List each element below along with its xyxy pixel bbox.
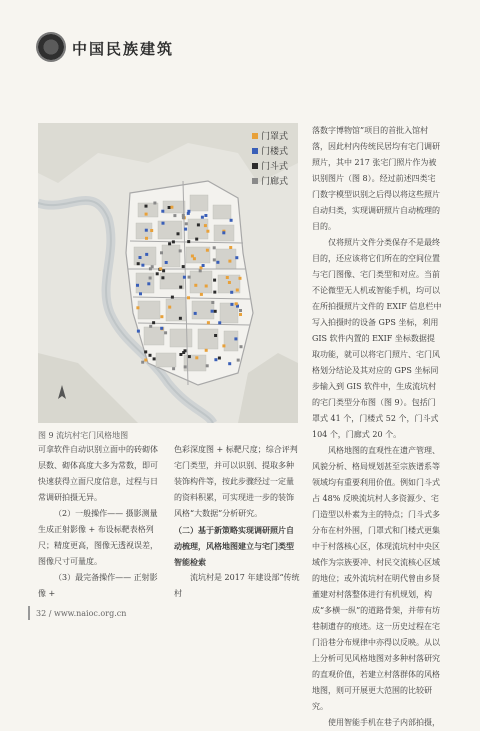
door-marker: [188, 276, 191, 279]
paragraph: 流坑村是 2017 年建设部“传统村: [174, 573, 300, 598]
door-marker: [222, 344, 225, 347]
legend-swatch: [252, 163, 258, 169]
door-marker: [200, 293, 203, 296]
door-marker: [172, 367, 175, 370]
door-marker: [152, 321, 155, 324]
door-marker: [213, 291, 216, 294]
door-marker: [228, 281, 231, 284]
door-marker: [161, 276, 164, 279]
door-marker: [234, 337, 237, 340]
door-marker: [179, 249, 182, 252]
door-marker: [182, 351, 185, 354]
legend-item: [252, 128, 296, 143]
door-marker: [160, 315, 163, 318]
legend-swatch: [252, 133, 258, 139]
door-marker: [182, 265, 185, 268]
door-marker: [145, 205, 148, 208]
door-marker: [228, 362, 231, 365]
door-marker: [204, 224, 207, 227]
door-marker: [205, 285, 208, 288]
door-marker: [194, 284, 197, 287]
door-marker: [185, 222, 188, 225]
door-marker: [168, 242, 171, 245]
door-marker: [187, 212, 190, 215]
paragraph: 落数字博物馆”项目的首批入馆村落，因此村内传统民居均有宅门调研照片，其中 217 张宅门照片作为被识别图片（图 8）。经过前述四类宅门数字模型识别之后得以将这些照片自动归类，实现调研照片自动梳理的目的。: [312, 126, 440, 231]
door-marker: [145, 213, 148, 216]
door-marker: [201, 216, 204, 219]
legend-swatch: [252, 178, 258, 184]
door-marker: [239, 309, 242, 312]
door-marker: [179, 286, 182, 289]
door-marker: [165, 261, 168, 264]
door-marker: [218, 357, 221, 360]
door-marker: [153, 202, 156, 205]
door-marker: [211, 301, 214, 304]
door-marker: [187, 240, 190, 243]
legend-item: [252, 143, 296, 158]
door-marker: [204, 214, 207, 217]
door-marker: [199, 269, 202, 272]
door-marker: [206, 230, 209, 233]
legend-item: [252, 158, 296, 173]
door-marker: [226, 276, 229, 279]
door-marker: [141, 361, 144, 364]
footer-separator: /: [46, 608, 54, 618]
door-marker: [145, 229, 148, 232]
door-marker: [236, 289, 239, 292]
door-marker: [160, 251, 163, 254]
text-column-left: [38, 442, 164, 602]
door-marker: [214, 358, 217, 361]
door-marker: [168, 306, 171, 309]
door-marker: [229, 246, 232, 249]
door-marker: [139, 292, 142, 295]
door-marker: [179, 317, 182, 320]
page-footer: [28, 606, 126, 620]
door-marker: [168, 206, 171, 209]
door-marker: [184, 365, 187, 368]
paragraph: 可拿软件自动识别立面中的砖砌体层数、砌体高度大多为常数，即可快速获得立面尺度信息，过程与日常调研拍摄无异。: [38, 445, 158, 502]
door-marker: [237, 359, 240, 362]
legend-label: 门罩式: [261, 132, 289, 142]
door-marker: [173, 214, 176, 217]
door-marker: [137, 330, 140, 333]
door-marker: [149, 325, 152, 328]
door-marker: [240, 345, 243, 348]
door-marker: [177, 232, 180, 235]
door-marker: [141, 264, 144, 267]
figure-caption: 图 9 流坑村宅门风格地图: [38, 431, 129, 440]
door-marker: [228, 260, 231, 263]
page-number: 32: [36, 608, 47, 618]
door-marker: [191, 255, 194, 258]
door-marker: [205, 349, 208, 352]
door-marker: [172, 240, 175, 243]
door-marker: [216, 261, 219, 264]
door-marker: [195, 356, 198, 359]
footer-url: www.naioc.org.cn: [53, 608, 127, 618]
door-marker: [213, 246, 216, 249]
door-marker: [151, 265, 154, 268]
door-marker: [206, 364, 209, 367]
door-marker: [139, 256, 142, 259]
legend-label: 门廊式: [261, 177, 289, 187]
door-marker: [206, 249, 209, 252]
door-marker: [235, 302, 238, 305]
publication-title: 中国民族建筑: [72, 40, 175, 58]
door-marker: [207, 321, 210, 324]
publication-logo: [36, 32, 66, 62]
door-marker: [188, 355, 191, 358]
door-marker: [161, 210, 164, 213]
door-marker: [214, 310, 217, 313]
door-marker: [211, 310, 214, 313]
door-marker: [193, 257, 196, 260]
paragraph: 使用智能手机在巷子内部拍摄，: [328, 718, 440, 727]
legend-label: 门斗式: [261, 162, 289, 172]
door-marker: [235, 256, 238, 259]
door-marker: [153, 357, 156, 360]
door-marker: [136, 306, 139, 309]
door-marker: [213, 258, 216, 261]
door-marker: [150, 229, 153, 232]
door-marker: [160, 327, 163, 330]
door-marker: [144, 350, 147, 353]
door-marker: [222, 231, 225, 234]
door-marker: [162, 269, 165, 272]
door-marker: [159, 267, 162, 270]
door-marker: [202, 264, 205, 267]
door-marker: [213, 279, 216, 282]
footer-divider: [28, 606, 30, 620]
door-marker: [145, 253, 148, 256]
door-marker: [218, 321, 221, 324]
legend-label: 门楼式: [261, 147, 289, 157]
door-marker: [194, 312, 197, 315]
legend-swatch: [252, 148, 258, 154]
door-marker: [147, 282, 150, 285]
door-marker: [144, 359, 147, 362]
paragraph: （2）一般操作—— 摄影测量生成正射影像 + 布设标靶表格列尺；精度更高，图像无透视误差，图像尺寸可量度。: [38, 509, 158, 566]
door-marker: [187, 296, 190, 299]
door-marker: [145, 237, 148, 240]
door-marker: [239, 277, 242, 280]
door-marker: [149, 277, 152, 280]
paragraph: （3）最完备操作—— 正射影像 +: [38, 573, 158, 598]
section-heading: （二）基于新策略实现调研照片自动梳理，风格地图建立与宅门类型智能检索: [174, 525, 294, 567]
paragraph: 仅将照片文件分类保存不是最终目的，还应该将它们所在的空间位置与宅门图像、宅门类型和对应。当前不论微型无人机或智能手机，均可以在所拍摄照片文件的 EXIF 信息栏中写入拍摄时的设备 GPS 坐标，利用 GIS 软件内置的 EXIF 坐标数据提取功能，就可以将宅门照片、宅门风格划分结论及其对应的 GPS 坐标同步输入到 GIS 软件中，生成流坑村的宅门类型分布图（图 9）。包括门罩式 41 个，门楼式 52 个，门斗式 104 个，门廊式 20 个。: [312, 238, 442, 439]
door-marker: [162, 222, 165, 225]
map-legend: [252, 128, 296, 188]
door-marker: [230, 303, 233, 306]
door-marker: [164, 331, 167, 334]
door-marker: [183, 276, 186, 279]
door-marker: [195, 238, 198, 241]
door-marker: [170, 206, 173, 209]
paragraph: 风格地图的直观性在遗产管理、风貌分析、格局规划甚至宗族谱系等领域均有重要利用价值。例如门斗式占 48% 反映流坑村人多资源少、宅门造型以朴素为主的特点；门斗式多分布在村外围，门罩式和门楼式更集中于村落核心区，体现流坑村中央区域作为宗族要冲、村民交流核心区域的地位；或外流坑村在明代曾由乡贤董建对村落整体进行有机规划，构成“多横一纵”的道路骨架，并带有坊巷制遗存的痕迹。这一历史过程在宅门沿巷分布规律中亦得以反映。从以上分析可见风格地图对多种村落研究的直观价值，若建立村落群体的风格地图，则可开展更大范围的比较研究。: [312, 446, 441, 711]
door-marker: [179, 353, 182, 356]
door-marker: [149, 354, 152, 357]
door-marker: [137, 262, 140, 265]
door-marker: [214, 334, 217, 337]
text-column-middle: [174, 442, 300, 602]
door-marker: [230, 219, 233, 222]
door-marker: [239, 313, 242, 316]
door-marker: [197, 223, 200, 226]
door-marker: [182, 214, 185, 217]
paragraph: 色彩深度图 + 标靶尺度；综合评判宅门类型，并可以识别、提取多种装饰构件等，按此步骤经过一定量的资料积累，可实现进一步的装饰风格“大数据”分析研究。: [174, 445, 298, 518]
door-marker: [156, 272, 159, 275]
door-marker: [171, 296, 174, 299]
legend-item: [252, 173, 296, 188]
door-marker: [184, 228, 187, 231]
door-marker: [136, 284, 139, 287]
door-marker: [230, 291, 233, 294]
